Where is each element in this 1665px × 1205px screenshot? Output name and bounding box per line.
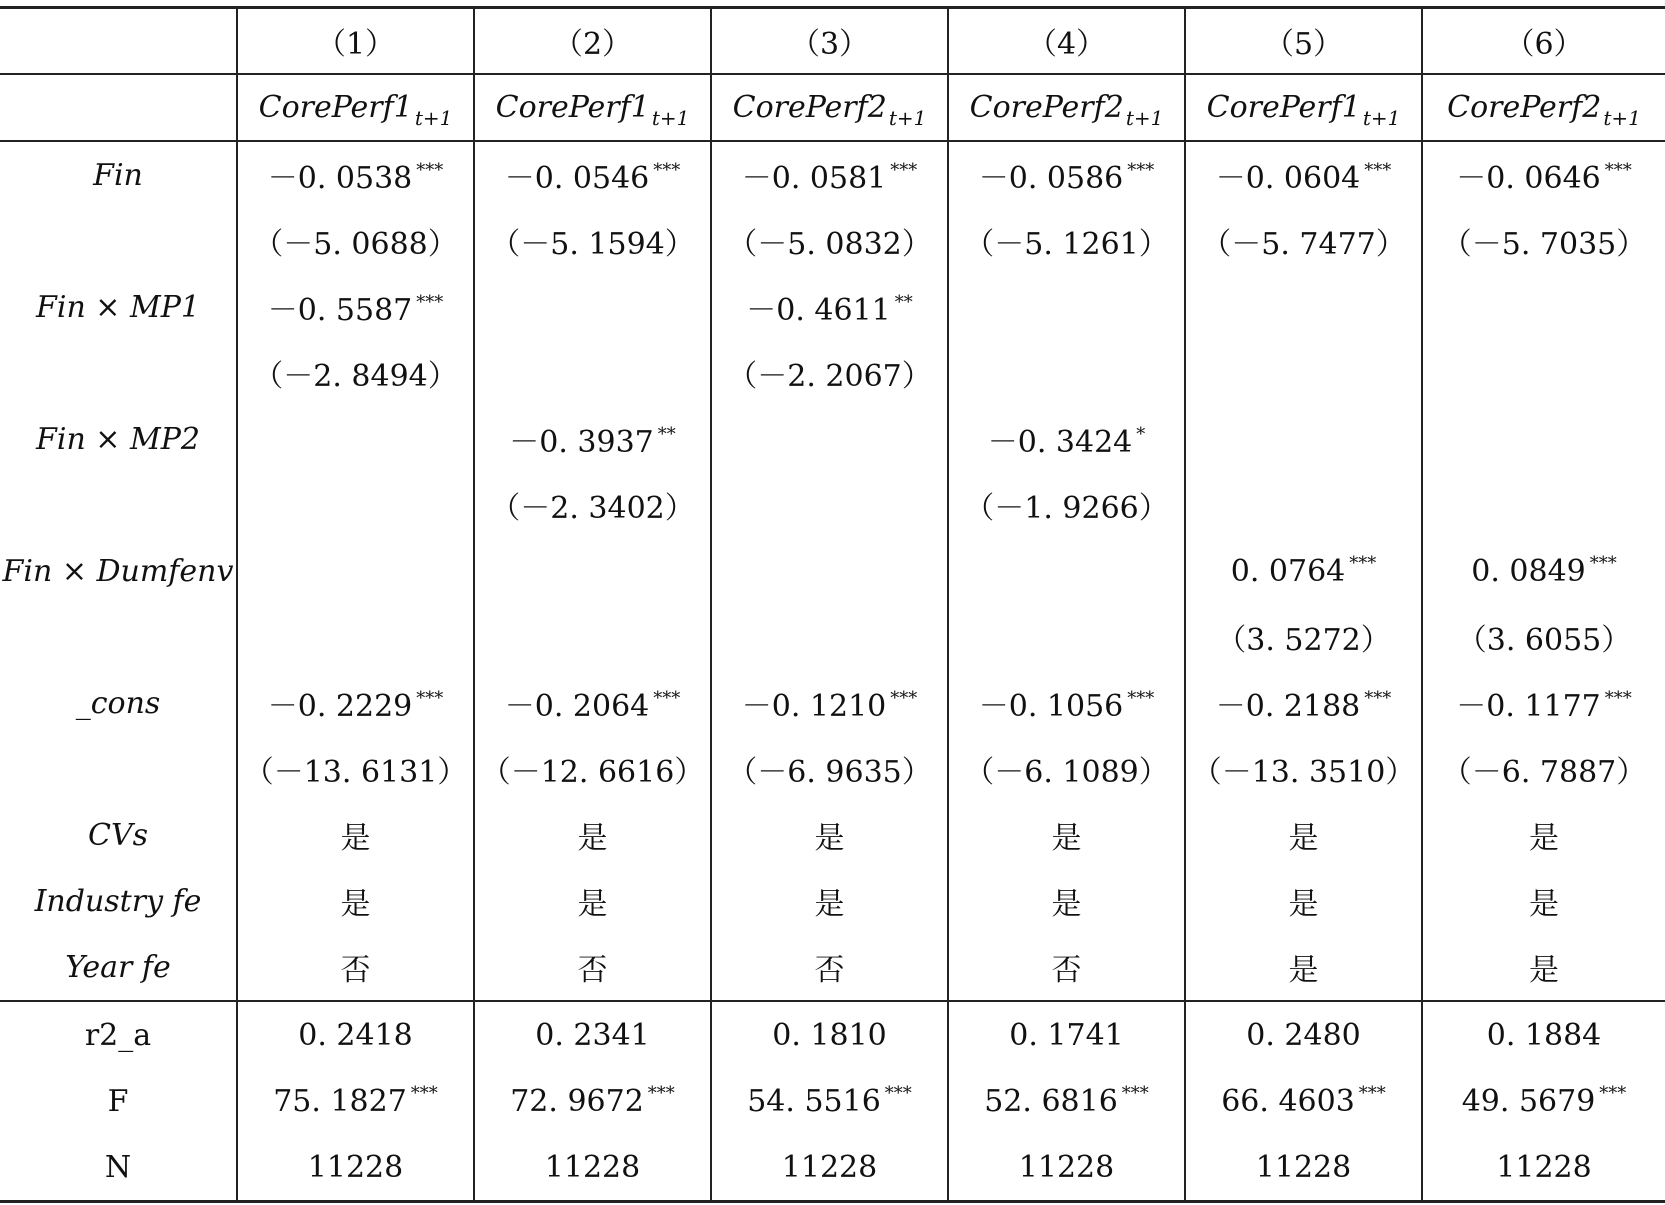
cell-value: －0. 0538 — [267, 161, 413, 196]
cell-value: （－5. 7035） — [1441, 227, 1647, 262]
significance-stars: *** — [1604, 688, 1632, 709]
significance-stars: *** — [1349, 552, 1377, 574]
table-cell — [1185, 472, 1422, 538]
cell-value: 11228 — [1255, 1149, 1352, 1185]
significance-stars: *** — [647, 1082, 675, 1104]
cell-value: －0. 2064 — [504, 689, 650, 724]
cell-value: －0. 1177 — [1456, 689, 1601, 724]
cell-value: 是 — [1288, 953, 1319, 988]
table-cell — [711, 604, 948, 670]
table-cell — [474, 1001, 711, 1068]
table-cell — [711, 802, 948, 868]
cell-value: 11228 — [307, 1149, 404, 1185]
table-row — [0, 340, 1665, 406]
table-cell — [237, 208, 474, 274]
table-cell — [474, 670, 711, 736]
cell-value: （－13. 3510） — [1191, 755, 1416, 790]
table-cell — [1422, 538, 1665, 604]
cell-value: 49. 5679 — [1461, 1083, 1596, 1119]
table-cell — [474, 1068, 711, 1134]
table-row — [0, 802, 1665, 868]
depvar-name: CorePerf1 — [258, 90, 413, 125]
table-cell — [711, 472, 948, 538]
depvar-subscript: t+1 — [1603, 106, 1641, 130]
table-cell — [948, 340, 1185, 406]
significance-stars: *** — [1589, 552, 1617, 574]
table-row — [0, 604, 1665, 670]
stats-row — [0, 1068, 1665, 1134]
table-cell — [1422, 406, 1665, 472]
table-row — [0, 934, 1665, 1001]
cell-value: 是 — [577, 887, 608, 922]
depvar-name: CorePerf1 — [1206, 90, 1361, 125]
cell-value: 是 — [577, 821, 608, 856]
table-row — [0, 538, 1665, 604]
table-cell — [711, 670, 948, 736]
cell-value: （－6. 7887） — [1441, 755, 1647, 790]
table-cell — [237, 340, 474, 406]
table-cell — [711, 934, 948, 1001]
significance-stars: *** — [653, 160, 681, 181]
table-cell — [474, 538, 711, 604]
significance-stars: *** — [1121, 1082, 1149, 1104]
table-cell — [1422, 604, 1665, 670]
cell-value: －0. 2188 — [1215, 689, 1361, 724]
cell-value: 75. 1827 — [273, 1083, 407, 1119]
column-number: （4） — [948, 8, 1185, 75]
table-cell — [948, 472, 1185, 538]
cell-value: 是 — [1288, 887, 1319, 922]
cell-value: －0. 0581 — [741, 161, 887, 196]
row-label: Fin × Dumfenv — [2, 553, 234, 589]
cell-value: （－5. 0832） — [727, 227, 932, 262]
cell-value: （－2. 3402） — [490, 491, 695, 526]
table-cell — [948, 538, 1185, 604]
row-label: Fin × MP2 — [36, 421, 200, 457]
row-label: Industry fe — [34, 883, 202, 919]
significance-stars: ** — [657, 424, 676, 445]
table-row — [0, 472, 1665, 538]
cell-value: （－5. 0688） — [253, 227, 458, 262]
table-cell — [948, 736, 1185, 802]
cell-value: 是 — [814, 821, 845, 856]
table-cell — [1422, 1134, 1665, 1202]
cell-value: 是 — [1529, 821, 1559, 856]
table-cell — [711, 868, 948, 934]
cell-value: 0. 0849 — [1471, 553, 1586, 589]
depvar-subscript: t+1 — [651, 106, 690, 130]
depvar-name: CorePerf2 — [1447, 90, 1602, 125]
table-cell — [474, 934, 711, 1001]
table-cell — [237, 868, 474, 934]
table-cell — [1185, 604, 1422, 670]
table-row — [0, 406, 1665, 472]
table-cell — [711, 141, 948, 208]
significance-stars: *** — [416, 292, 444, 313]
cell-value: －0. 1210 — [741, 689, 887, 724]
table-cell — [237, 141, 474, 208]
cell-value: 否 — [577, 953, 608, 988]
cell-value: （3. 5272） — [1216, 623, 1391, 658]
significance-stars: *** — [653, 688, 681, 709]
significance-stars: ** — [894, 292, 913, 313]
cell-value: （3. 6055） — [1456, 623, 1632, 658]
cell-value: －0. 5587 — [267, 293, 413, 328]
table-cell — [237, 670, 474, 736]
cell-value: 是 — [1529, 953, 1559, 988]
header-corner-cell — [0, 74, 237, 141]
table-cell — [948, 868, 1185, 934]
table-cell — [237, 538, 474, 604]
table-cell — [948, 670, 1185, 736]
dependent-variable — [711, 74, 948, 141]
cell-value: （－6. 1089） — [964, 755, 1169, 790]
cell-value: 是 — [814, 887, 845, 922]
cell-value: 0. 2418 — [298, 1017, 413, 1053]
cell-value: －0. 2229 — [267, 689, 413, 724]
table-cell — [474, 736, 711, 802]
row-label: Fin — [93, 157, 143, 193]
cell-value: （－2. 8494） — [253, 359, 458, 394]
cell-value: 0. 1884 — [1486, 1017, 1602, 1053]
cell-value: 是 — [1051, 887, 1082, 922]
row-label: r2_a — [84, 1017, 152, 1053]
table-cell — [948, 1001, 1185, 1068]
column-number: （1） — [237, 8, 474, 75]
table-cell — [948, 141, 1185, 208]
table-cell — [1185, 736, 1422, 802]
table-cell — [1185, 538, 1422, 604]
table-cell — [237, 802, 474, 868]
cell-value: （－5. 7477） — [1201, 227, 1406, 262]
dependent-variable — [474, 74, 711, 141]
significance-stars: *** — [890, 160, 918, 181]
table-cell — [1422, 934, 1665, 1001]
table-cell — [948, 406, 1185, 472]
cell-value: －0. 0646 — [1456, 161, 1601, 196]
table-row — [0, 274, 1665, 340]
table-cell — [948, 802, 1185, 868]
dependent-variable — [1185, 74, 1422, 141]
table-cell — [237, 406, 474, 472]
table-cell — [237, 274, 474, 340]
cell-value: 是 — [340, 887, 371, 922]
table-cell — [711, 538, 948, 604]
table-cell — [1185, 802, 1422, 868]
table-cell — [1422, 736, 1665, 802]
cell-value: 0. 2341 — [535, 1017, 650, 1053]
table-cell — [237, 1001, 474, 1068]
table-cell — [711, 1001, 948, 1068]
cell-value: －0. 1056 — [978, 689, 1124, 724]
table-cell — [948, 1068, 1185, 1134]
depvar-subscript: t+1 — [414, 106, 453, 130]
cell-value: 52. 6816 — [984, 1083, 1118, 1119]
significance-stars: *** — [410, 1082, 438, 1104]
table-cell — [711, 1068, 948, 1134]
dependent-variable — [948, 74, 1185, 141]
cell-value: －0. 3424 — [987, 425, 1133, 460]
stats-row — [0, 1134, 1665, 1202]
cell-value: 0. 1741 — [1009, 1017, 1124, 1053]
table-cell — [1185, 141, 1422, 208]
row-label — [0, 736, 237, 802]
cell-value: 66. 4603 — [1221, 1083, 1355, 1119]
table-cell — [237, 934, 474, 1001]
table-cell — [1185, 670, 1422, 736]
table-cell — [1422, 208, 1665, 274]
cell-value: 否 — [340, 953, 371, 988]
significance-stars: *** — [416, 688, 444, 709]
table-cell — [237, 472, 474, 538]
table-row — [0, 868, 1665, 934]
table-cell — [948, 934, 1185, 1001]
significance-stars: *** — [1358, 1082, 1386, 1104]
cell-value: （－5. 1594） — [490, 227, 695, 262]
depvar-name: CorePerf2 — [732, 90, 887, 125]
dependent-variable-row — [0, 74, 1665, 141]
table-cell — [1422, 472, 1665, 538]
cell-value: 0. 2480 — [1246, 1017, 1361, 1053]
column-number: （6） — [1422, 8, 1665, 75]
table-cell — [1422, 802, 1665, 868]
cell-value: 11228 — [544, 1149, 641, 1185]
cell-value: －0. 0586 — [978, 161, 1124, 196]
cell-value: 72. 9672 — [510, 1083, 644, 1119]
cell-value: （－5. 1261） — [964, 227, 1169, 262]
table-cell — [711, 1134, 948, 1202]
cell-value: 是 — [1529, 887, 1559, 922]
table-cell — [1422, 868, 1665, 934]
row-label: CVs — [87, 817, 148, 853]
table-cell — [1185, 868, 1422, 934]
cell-value: －0. 0604 — [1215, 161, 1361, 196]
table-cell — [474, 472, 711, 538]
cell-value: －0. 4611 — [746, 293, 891, 328]
table-row — [0, 736, 1665, 802]
significance-stars: *** — [1364, 160, 1392, 181]
significance-stars: *** — [890, 688, 918, 709]
cell-value: 是 — [1051, 821, 1082, 856]
row-label — [0, 472, 237, 538]
cell-value: －0. 0546 — [504, 161, 650, 196]
table-row — [0, 141, 1665, 208]
depvar-name: CorePerf2 — [969, 90, 1124, 125]
table-cell — [237, 736, 474, 802]
table-cell — [1422, 141, 1665, 208]
column-number: （5） — [1185, 8, 1422, 75]
table-cell — [474, 406, 711, 472]
table-cell — [1422, 340, 1665, 406]
table-cell — [1185, 340, 1422, 406]
header-corner-cell — [0, 8, 237, 75]
depvar-subscript: t+1 — [888, 106, 927, 130]
table-cell — [1422, 670, 1665, 736]
significance-stars: *** — [1364, 688, 1392, 709]
table-cell — [948, 274, 1185, 340]
cell-value: （－2. 2067） — [727, 359, 932, 394]
significance-stars: *** — [1127, 160, 1155, 181]
depvar-name: CorePerf1 — [495, 90, 650, 125]
dependent-variable — [1422, 74, 1665, 141]
cell-value: （－12. 6616） — [480, 755, 705, 790]
cell-value: －0. 3937 — [509, 425, 654, 460]
table-row — [0, 208, 1665, 274]
significance-stars: *** — [1599, 1082, 1627, 1104]
table-cell — [474, 802, 711, 868]
table-cell — [948, 604, 1185, 670]
table-row — [0, 670, 1665, 736]
significance-stars: *** — [884, 1082, 912, 1104]
cell-value: 0. 1810 — [772, 1017, 887, 1053]
stats-row — [0, 1001, 1665, 1068]
regression-table — [0, 6, 1665, 1203]
significance-stars: *** — [1127, 688, 1155, 709]
cell-value: 否 — [1051, 953, 1082, 988]
table-cell — [1185, 406, 1422, 472]
row-label — [0, 604, 237, 670]
cell-value: （－6. 9635） — [727, 755, 932, 790]
table-cell — [474, 141, 711, 208]
table-cell — [948, 1134, 1185, 1202]
table-cell — [711, 406, 948, 472]
table-cell — [237, 1134, 474, 1202]
table-cell — [1422, 1068, 1665, 1134]
depvar-subscript: t+1 — [1362, 106, 1401, 130]
row-label — [0, 340, 237, 406]
table-cell — [474, 208, 711, 274]
cell-value: 11228 — [781, 1149, 878, 1185]
table-cell — [711, 274, 948, 340]
column-number: （2） — [474, 8, 711, 75]
dependent-variable — [237, 74, 474, 141]
table-cell — [711, 736, 948, 802]
row-label — [0, 208, 237, 274]
table-cell — [474, 604, 711, 670]
depvar-subscript: t+1 — [1125, 106, 1164, 130]
table-cell — [1422, 1001, 1665, 1068]
table-cell — [237, 604, 474, 670]
cell-value: 是 — [1288, 821, 1319, 856]
cell-value: 0. 0764 — [1230, 553, 1346, 589]
column-number: （3） — [711, 8, 948, 75]
table-cell — [711, 340, 948, 406]
table-cell — [1185, 1068, 1422, 1134]
table-cell — [1185, 1134, 1422, 1202]
cell-value: 11228 — [1496, 1149, 1592, 1185]
cell-value: 54. 5516 — [747, 1083, 881, 1119]
row-label: Year fe — [0, 934, 237, 1001]
table-cell — [474, 340, 711, 406]
cell-value: （－1. 9266） — [964, 491, 1169, 526]
table-cell — [237, 1068, 474, 1134]
significance-stars: *** — [1604, 160, 1632, 181]
significance-stars: *** — [416, 160, 444, 181]
cell-value: 是 — [340, 821, 371, 856]
table-cell — [474, 274, 711, 340]
table-cell — [1185, 208, 1422, 274]
table-cell — [474, 868, 711, 934]
significance-stars: * — [1136, 424, 1146, 445]
row-label: Fin × MP1 — [36, 289, 200, 325]
table-cell — [1185, 934, 1422, 1001]
row-label: F — [107, 1083, 129, 1119]
row-label: _cons — [75, 685, 161, 721]
cell-value: 否 — [814, 953, 845, 988]
table-cell — [948, 208, 1185, 274]
table-cell — [1422, 274, 1665, 340]
cell-value: （－13. 6131） — [243, 755, 468, 790]
table-cell — [474, 1134, 711, 1202]
table-cell — [1185, 1001, 1422, 1068]
row-label: N — [0, 1134, 237, 1202]
column-number-row — [0, 8, 1665, 75]
cell-value: 11228 — [1018, 1149, 1115, 1185]
table-cell — [1185, 274, 1422, 340]
table-cell — [711, 208, 948, 274]
